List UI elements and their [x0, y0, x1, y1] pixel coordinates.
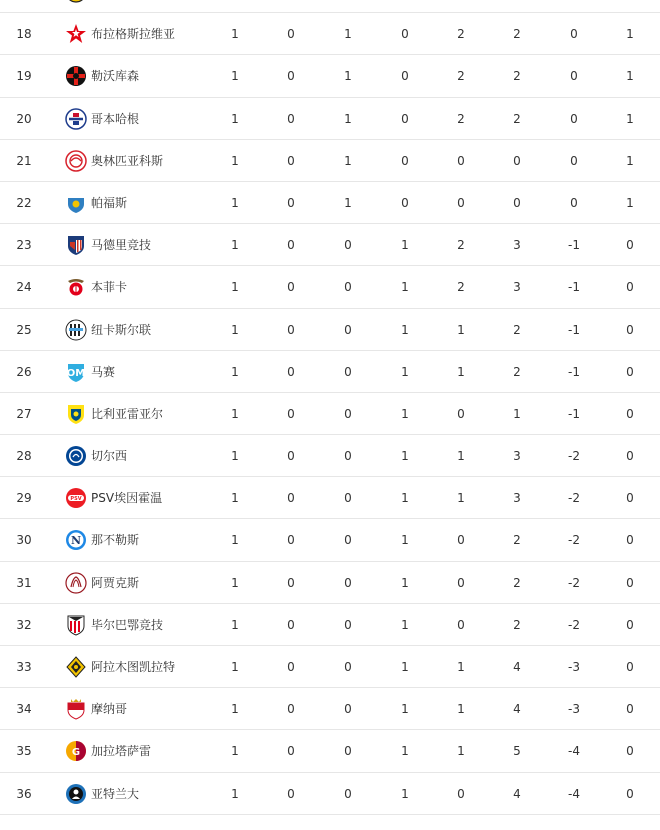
goals-against-cell: 3: [513, 280, 521, 295]
points-cell: 1: [626, 69, 634, 84]
won-cell: 0: [287, 322, 295, 337]
played-cell: 1: [231, 406, 239, 421]
bodo-glimt-crest: [65, 0, 87, 3]
goals-against-cell: 2: [513, 575, 521, 590]
pafos-crest: [65, 192, 87, 214]
won-cell: 0: [287, 238, 295, 253]
won-cell: 0: [287, 533, 295, 548]
played-cell: 1: [231, 195, 239, 210]
goals-for-cell: 0: [457, 786, 465, 801]
points-cell: 0: [626, 364, 634, 379]
table-row[interactable]: [0, 55, 660, 97]
napoli-crest: [65, 529, 87, 551]
table-row[interactable]: [0, 98, 660, 140]
played-cell: 1: [231, 617, 239, 632]
rank-cell: 27: [16, 406, 32, 421]
goals-against-cell: 2: [513, 322, 521, 337]
team-name[interactable]: 本菲卡: [91, 280, 128, 295]
goal-difference-cell: 0: [570, 111, 578, 126]
olympiacos-crest: [65, 150, 87, 172]
goal-difference-cell: [559, 0, 589, 13]
rank-cell: 18: [16, 27, 32, 42]
team-name[interactable]: 毕尔巴鄂竞技: [91, 617, 164, 632]
copenhagen-crest: [65, 108, 87, 130]
lost-cell: 1: [401, 575, 409, 590]
goals-for-cell: 0: [457, 533, 465, 548]
atletico-madrid-crest: [65, 234, 87, 256]
played-cell: 1: [231, 533, 239, 548]
lost-cell: 0: [401, 111, 409, 126]
table-row[interactable]: [0, 646, 660, 688]
table-row[interactable]: [0, 688, 660, 730]
table-row[interactable]: [0, 182, 660, 224]
goals-for-cell: [446, 0, 476, 13]
kairat-crest: [65, 656, 87, 678]
rank-cell: 31: [16, 575, 32, 590]
won-cell: 0: [287, 491, 295, 506]
rank-cell: [0, 0, 48, 13]
drawn-cell: 0: [344, 280, 352, 295]
drawn-cell: 0: [344, 702, 352, 717]
team-name[interactable]: 阿贾克斯: [91, 575, 140, 590]
goal-difference-cell: -2: [568, 617, 580, 632]
leverkusen-crest: [65, 65, 87, 87]
benfica-crest: [65, 276, 87, 298]
played-cell: 1: [231, 575, 239, 590]
won-cell: 0: [287, 744, 295, 759]
rank-cell: 21: [16, 153, 32, 168]
goal-difference-cell: -3: [568, 660, 580, 674]
goal-difference-cell: -2: [568, 575, 580, 590]
goals-for-cell: 2: [457, 111, 465, 126]
svg-text:N: N: [70, 534, 82, 548]
lost-cell: 1: [401, 617, 409, 632]
drawn-cell: 0: [344, 533, 352, 548]
table-row[interactable]: [0, 773, 660, 815]
lost-cell: 1: [401, 364, 409, 379]
goals-against-cell: 3: [513, 449, 521, 464]
won-cell: 0: [287, 786, 295, 801]
table-row[interactable]: [0, 435, 660, 477]
table-row[interactable]: [0, 393, 660, 435]
points-cell: 0: [626, 786, 634, 801]
drawn-cell: 0: [344, 575, 352, 590]
ajax-crest: [65, 572, 87, 594]
rank-cell: 26: [16, 364, 32, 379]
goals-for-cell: 2: [457, 280, 465, 295]
played-cell: 1: [231, 280, 239, 295]
rank-cell: 20: [16, 111, 32, 126]
lost-cell: 1: [401, 702, 409, 717]
points-cell: 1: [626, 27, 634, 42]
goals-against-cell: 5: [513, 744, 521, 759]
team-name[interactable]: 马德里竞技: [91, 238, 152, 253]
rank-cell: 28: [16, 449, 32, 464]
drawn-cell: 0: [344, 491, 352, 506]
lost-cell: 1: [401, 238, 409, 253]
psv-crest: [65, 487, 87, 509]
svg-text:G: G: [71, 747, 81, 759]
rank-cell: 33: [16, 660, 32, 674]
goal-difference-cell: -1: [568, 238, 580, 253]
drawn-cell: 0: [344, 449, 352, 464]
drawn-cell: 0: [344, 660, 352, 674]
played-cell: 1: [231, 449, 239, 464]
goal-difference-cell: -2: [568, 533, 580, 548]
table-row[interactable]: [0, 13, 660, 55]
team-name[interactable]: 阿拉木图凯拉特: [91, 660, 176, 674]
drawn-cell: 0: [344, 238, 352, 253]
newcastle-crest: [65, 319, 87, 341]
won-cell: 0: [287, 364, 295, 379]
goal-difference-cell: -1: [568, 280, 580, 295]
points-cell: 0: [626, 280, 634, 295]
rank-cell: 22: [16, 195, 32, 210]
goals-for-cell: 1: [457, 491, 465, 506]
drawn-cell: 0: [344, 406, 352, 421]
team-name[interactable]: 那不勒斯: [91, 533, 140, 548]
goals-against-cell: 2: [513, 111, 521, 126]
goals-for-cell: 2: [457, 238, 465, 253]
table-row[interactable]: [0, 224, 660, 266]
points-cell: 0: [626, 238, 634, 253]
lost-cell: 1: [401, 533, 409, 548]
lost-cell: 1: [401, 449, 409, 464]
team-name[interactable]: 哥本哈根: [91, 111, 140, 126]
team-name[interactable]: [91, 0, 221, 13]
goals-against-cell: 2: [513, 364, 521, 379]
played-cell: 1: [231, 491, 239, 506]
lost-cell: 1: [401, 660, 409, 674]
drawn-cell: 0: [344, 364, 352, 379]
rank-cell: 19: [16, 69, 32, 84]
goals-for-cell: 1: [457, 660, 465, 674]
lost-cell: [390, 0, 420, 13]
goal-difference-cell: -1: [568, 322, 580, 337]
goal-difference-cell: -3: [568, 702, 580, 717]
goal-difference-cell: 0: [570, 69, 578, 84]
goals-against-cell: 2: [513, 69, 521, 84]
team-name[interactable]: 切尔西: [91, 449, 128, 464]
goals-against-cell: 2: [513, 533, 521, 548]
played-cell: 1: [231, 702, 239, 717]
played-cell: [220, 0, 250, 13]
rank-cell: 36: [16, 786, 32, 801]
goals-against-cell: 1: [513, 406, 521, 421]
goals-against-cell: 2: [513, 27, 521, 42]
won-cell: [276, 0, 306, 13]
goal-difference-cell: -4: [568, 744, 580, 759]
drawn-cell: 1: [344, 195, 352, 210]
points-cell: 0: [626, 322, 634, 337]
table-row[interactable]: [0, 477, 660, 519]
points-cell: 1: [626, 111, 634, 126]
goals-for-cell: 0: [457, 617, 465, 632]
rank-cell: 35: [16, 744, 32, 759]
points-cell: [615, 0, 645, 13]
rank-cell: 34: [16, 702, 32, 717]
team-name[interactable]: 加拉塔萨雷: [91, 744, 152, 759]
table-row[interactable]: [0, 351, 660, 393]
drawn-cell: 0: [344, 617, 352, 632]
lost-cell: 1: [401, 406, 409, 421]
drawn-cell: 0: [344, 786, 352, 801]
team-name[interactable]: 纽卡斯尔联: [91, 322, 152, 337]
played-cell: 1: [231, 660, 239, 674]
rank-cell: 23: [16, 238, 32, 253]
points-cell: 0: [626, 660, 634, 674]
villarreal-crest: [65, 403, 87, 425]
points-cell: 0: [626, 533, 634, 548]
won-cell: 0: [287, 406, 295, 421]
table-row[interactable]: [0, 309, 660, 351]
goals-for-cell: 2: [457, 27, 465, 42]
points-cell: 0: [626, 702, 634, 717]
lost-cell: 1: [401, 322, 409, 337]
points-cell: 0: [626, 406, 634, 421]
goal-difference-cell: -2: [568, 449, 580, 464]
won-cell: 0: [287, 153, 295, 168]
played-cell: 1: [231, 322, 239, 337]
goal-difference-cell: 0: [570, 27, 578, 42]
goals-against-cell: 4: [513, 786, 521, 801]
drawn-cell: 0: [344, 322, 352, 337]
goals-against-cell: 3: [513, 491, 521, 506]
goals-for-cell: 0: [457, 195, 465, 210]
points-cell: 1: [626, 195, 634, 210]
goal-difference-cell: -1: [568, 406, 580, 421]
chelsea-crest: [65, 445, 87, 467]
galatasaray-crest: [65, 740, 87, 762]
points-cell: 0: [626, 617, 634, 632]
goals-against-cell: 0: [513, 195, 521, 210]
team-name[interactable]: 摩纳哥: [91, 702, 128, 717]
rank-cell: 24: [16, 280, 32, 295]
athletic-bilbao-crest: [65, 614, 87, 636]
team-name[interactable]: 马赛: [91, 364, 116, 379]
table-row[interactable]: [0, 266, 660, 308]
played-cell: 1: [231, 744, 239, 759]
played-cell: 1: [231, 69, 239, 84]
goals-for-cell: 1: [457, 322, 465, 337]
team-name[interactable]: 帕福斯: [91, 195, 128, 210]
goals-against-cell: [502, 0, 532, 13]
played-cell: 1: [231, 786, 239, 801]
won-cell: 0: [287, 575, 295, 590]
goal-difference-cell: 0: [570, 153, 578, 168]
goals-for-cell: 0: [457, 153, 465, 168]
lost-cell: 0: [401, 69, 409, 84]
lost-cell: 0: [401, 195, 409, 210]
rank-cell: 29: [16, 491, 32, 506]
points-cell: 1: [626, 153, 634, 168]
points-cell: 0: [626, 491, 634, 506]
played-cell: 1: [231, 27, 239, 42]
team-name[interactable]: 比利亚雷亚尔: [91, 406, 164, 421]
svg-text:OM: OM: [66, 367, 86, 379]
lost-cell: 1: [401, 280, 409, 295]
goals-against-cell: 3: [513, 238, 521, 253]
played-cell: 1: [231, 111, 239, 126]
goals-for-cell: 1: [457, 449, 465, 464]
goals-for-cell: 0: [457, 406, 465, 421]
goal-difference-cell: -2: [568, 491, 580, 506]
team-name[interactable]: 奥林匹亚科斯: [91, 153, 164, 168]
lost-cell: 1: [401, 491, 409, 506]
won-cell: 0: [287, 27, 295, 42]
goals-for-cell: 1: [457, 364, 465, 379]
team-name[interactable]: 布拉格斯拉维亚: [91, 27, 176, 42]
drawn-cell: 1: [344, 153, 352, 168]
table-row[interactable]: [0, 519, 660, 561]
won-cell: 0: [287, 69, 295, 84]
won-cell: 0: [287, 702, 295, 717]
goal-difference-cell: 0: [570, 195, 578, 210]
drawn-cell: 0: [344, 744, 352, 759]
won-cell: 0: [287, 111, 295, 126]
drawn-cell: [333, 0, 363, 13]
goals-for-cell: 1: [457, 702, 465, 717]
table-row[interactable]: [0, 730, 660, 772]
goals-against-cell: 4: [513, 660, 521, 674]
lost-cell: 1: [401, 786, 409, 801]
team-name[interactable]: 亚特兰大: [91, 786, 140, 801]
goals-for-cell: 2: [457, 69, 465, 84]
won-cell: 0: [287, 617, 295, 632]
played-cell: 1: [231, 153, 239, 168]
table-row[interactable]: [0, 604, 660, 646]
points-cell: 0: [626, 575, 634, 590]
goals-against-cell: 0: [513, 153, 521, 168]
goals-for-cell: 0: [457, 575, 465, 590]
goal-difference-cell: -4: [568, 786, 580, 801]
rank-cell: 32: [16, 617, 32, 632]
goals-for-cell: 1: [457, 744, 465, 759]
lost-cell: 0: [401, 153, 409, 168]
lost-cell: 1: [401, 744, 409, 759]
drawn-cell: 1: [344, 27, 352, 42]
goal-difference-cell: -1: [568, 364, 580, 379]
played-cell: 1: [231, 364, 239, 379]
points-cell: 0: [626, 449, 634, 464]
rank-cell: 30: [16, 533, 32, 548]
points-cell: 0: [626, 744, 634, 759]
drawn-cell: 1: [344, 69, 352, 84]
won-cell: 0: [287, 195, 295, 210]
table-row[interactable]: [0, 562, 660, 604]
rank-cell: 25: [16, 322, 32, 337]
atalanta-crest: [65, 783, 87, 805]
lost-cell: 0: [401, 27, 409, 42]
won-cell: 0: [287, 660, 295, 674]
table-row[interactable]: [0, 140, 660, 182]
team-name[interactable]: 勒沃库森: [91, 69, 140, 84]
marseille-crest: [65, 361, 87, 383]
won-cell: 0: [287, 280, 295, 295]
svg-text:PSV: PSV: [70, 496, 82, 503]
played-cell: 1: [231, 238, 239, 253]
goals-against-cell: 4: [513, 702, 521, 717]
won-cell: 0: [287, 449, 295, 464]
slavia-prague-crest: [65, 23, 87, 45]
monaco-crest: [65, 698, 87, 720]
goals-against-cell: 2: [513, 617, 521, 632]
table-row[interactable]: [0, 0, 660, 13]
team-name[interactable]: PSV埃因霍温: [91, 491, 163, 506]
drawn-cell: 1: [344, 111, 352, 126]
